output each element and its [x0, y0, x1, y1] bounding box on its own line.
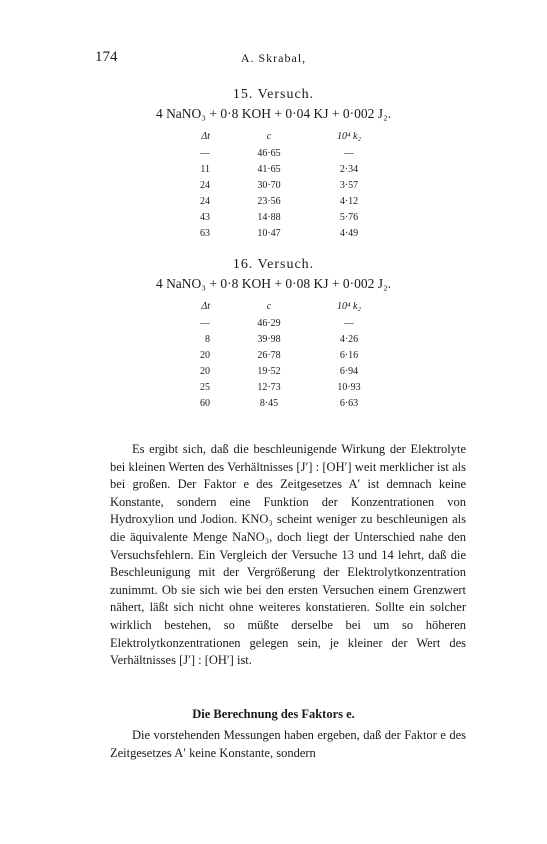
- column-header-c: c: [266, 131, 272, 142]
- cell-k2: 4·26: [339, 333, 359, 345]
- experiment-15-rows: [150, 145, 384, 241]
- cell-c: 39·98: [257, 333, 281, 345]
- table-row: [150, 193, 384, 209]
- table-row: [150, 395, 384, 411]
- experiment-15-formula: 4 NaNO₃ + 0·8 KOH + 0·04 KJ + 0·002 J₂.: [155, 106, 392, 121]
- cell-k2: 2·34: [339, 163, 359, 175]
- experiment-16-title: 16. Versuch.: [232, 257, 315, 272]
- table-row: [150, 379, 384, 395]
- experiment-16-table: [150, 298, 384, 411]
- cell-dt: 24: [200, 179, 210, 191]
- cell-k2: 10·93: [337, 381, 361, 393]
- cell-dt: 63: [200, 227, 210, 239]
- experiment-16-rows: [150, 315, 384, 411]
- table-row: [150, 347, 384, 363]
- table-header-row: [150, 298, 384, 315]
- cell-c: 30·70: [257, 179, 281, 191]
- cell-c: 10·47: [257, 227, 281, 239]
- cell-dt: —: [200, 147, 210, 159]
- cell-dt: 20: [200, 365, 210, 377]
- experiment-15-table: [150, 128, 384, 241]
- column-header-k2: 10⁴ k₂: [337, 301, 361, 312]
- table-row: [150, 145, 384, 161]
- cell-dt: 60: [200, 397, 210, 409]
- cell-k2: —: [344, 317, 354, 329]
- experiment-15-title: 15. Versuch.: [232, 87, 315, 102]
- cell-dt: —: [200, 317, 210, 329]
- column-header-dt: Δt: [201, 131, 210, 142]
- running-head: A. Skrabal,: [240, 51, 307, 65]
- cell-k2: 4·12: [339, 195, 359, 207]
- cell-k2: 6·16: [339, 349, 359, 361]
- body-paragraph-1: Es ergibt sich, daß die beschleunigende Wirkung der Elektrolyte bei kleinen Werten des Verhältnisses [J′] : [OH′] weit merklicher ist als bei großen. Der Faktor e des Zeitgesetzes A′ ist demnach keine Konstante, sondern eine Funktion der Konzentrationen von Hydroxylion und Jodion. KNO₃ scheint weniger zu beschleunigen als die äquivalente Menge NaNO₃, doch liegt der Unterschied nahe den Versuchsfehlern. Ein Vergleich der Versuche 13 und 14 lehrt, daß die Beschleunigung mit der Vergrößerung der Elektrolytkonzentration zunimmt. Ob sie sich wie bei den ersten Versuchen einem Grenzwert nähert, läßt sich nicht ohne weiteres konstatieren. Sollte ein solcher wirklich bestehen, so müßte derselbe bei um so höheren Elektrolytkonzentrationen gelegen sein, je kleiner der Wert des Verhältnisses [J′] : [OH′] ist.: [110, 442, 466, 668]
- cell-c: 46·65: [257, 147, 281, 159]
- cell-dt: 20: [200, 349, 210, 361]
- cell-k2: 6·94: [339, 365, 359, 377]
- body-paragraph-2: Die vorstehenden Messungen haben ergeben, daß der Faktor e des Zeitgesetzes A′ keine Konstante, sondern: [110, 728, 466, 760]
- page-number: 174: [95, 49, 118, 65]
- cell-dt: 25: [200, 381, 210, 393]
- table-header-row: [150, 128, 384, 145]
- table-row: [150, 225, 384, 241]
- table-row: [150, 331, 384, 347]
- cell-c: 8·45: [259, 397, 279, 409]
- cell-k2: 6·63: [339, 397, 359, 409]
- cell-c: 12·73: [257, 381, 281, 393]
- cell-c: 14·88: [257, 211, 281, 223]
- cell-k2: —: [344, 147, 354, 159]
- cell-c: 23·56: [257, 195, 281, 207]
- cell-dt: 8: [205, 333, 210, 345]
- section-title: Die Berechnung des Faktors e.: [192, 707, 355, 721]
- table-row: [150, 161, 384, 177]
- cell-dt: 11: [200, 163, 210, 175]
- cell-c: 46·29: [257, 317, 281, 329]
- experiment-16-formula: 4 NaNO₃ + 0·8 KOH + 0·08 KJ + 0·002 J₂.: [155, 276, 392, 291]
- cell-k2: 3·57: [339, 179, 359, 191]
- table-row: [150, 177, 384, 193]
- cell-k2: 5·76: [339, 211, 359, 223]
- table-row: [150, 209, 384, 225]
- cell-c: 41·65: [257, 163, 281, 175]
- table-row: [150, 363, 384, 379]
- cell-c: 26·78: [257, 349, 281, 361]
- cell-c: 19·52: [257, 365, 281, 377]
- cell-dt: 24: [200, 195, 210, 207]
- column-header-dt: Δt: [201, 301, 210, 312]
- column-header-k2: 10⁴ k₂: [337, 131, 361, 142]
- cell-dt: 43: [200, 211, 210, 223]
- cell-k2: 4·49: [339, 227, 359, 239]
- table-row: [150, 315, 384, 331]
- column-header-c: c: [266, 301, 272, 312]
